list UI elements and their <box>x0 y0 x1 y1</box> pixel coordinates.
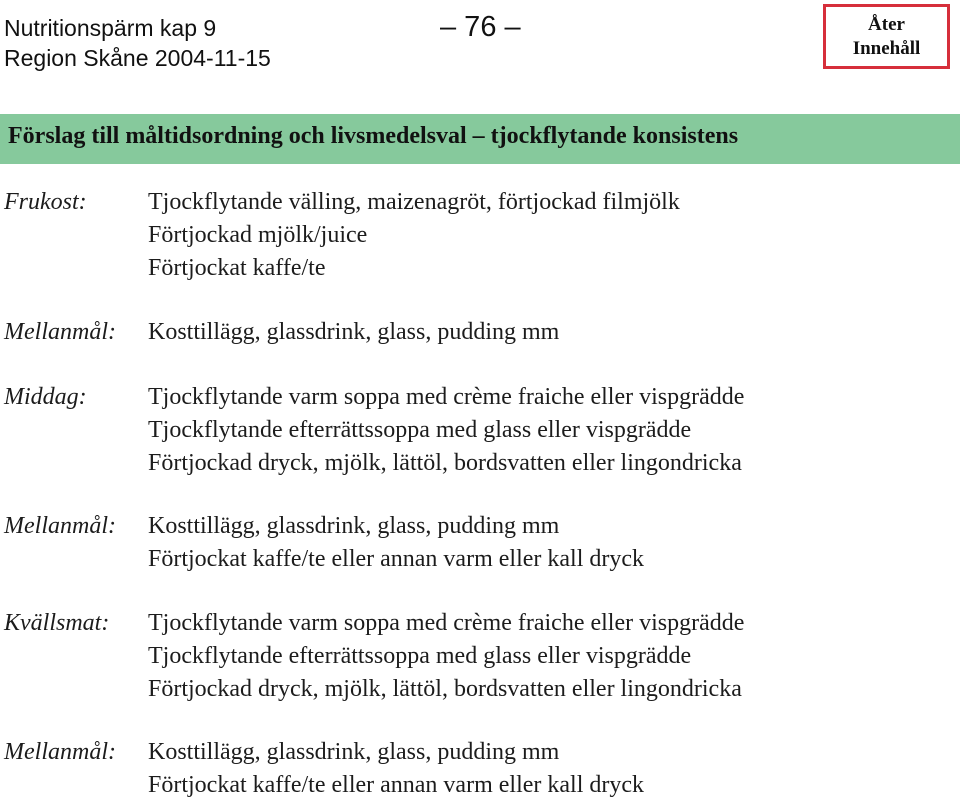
page-number: – 76 – <box>440 11 521 43</box>
meal-label: Middag: <box>4 384 87 410</box>
back-button-label-line1: Åter <box>868 13 905 35</box>
meal-line: Förtjockat kaffe/te eller annan varm eller kall dryck <box>148 546 645 572</box>
meal-label: Mellanmål: <box>4 739 116 765</box>
meal-line: Förtjockat kaffe/te <box>148 255 326 281</box>
meal-line: Förtjockat kaffe/te eller annan varm eller kall dryck <box>148 772 645 798</box>
meal-label: Kvällsmat: <box>4 610 110 636</box>
meal-line: Tjockflytande varm soppa med crème fraiche eller vispgrädde <box>148 610 745 636</box>
meal-line: Förtjockad dryck, mjölk, lättöl, bordsvatten eller lingondricka <box>148 450 742 476</box>
meal-line: Tjockflytande välling, maizenagröt, förtjockad filmjölk <box>148 189 680 215</box>
meal-label: Frukost: <box>4 189 87 215</box>
meal-label: Mellanmål: <box>4 319 116 345</box>
banner-title: Förslag till måltidsordning och livsmedelsval – tjockflytande konsistens <box>8 123 739 149</box>
back-to-contents-button[interactable] <box>823 4 950 69</box>
meal-line: Tjockflytande efterrättssoppa med glass eller vispgrädde <box>148 417 692 443</box>
meal-label: Mellanmål: <box>4 513 116 539</box>
meal-line: Kosttillägg, glassdrink, glass, pudding mm <box>148 319 560 345</box>
meal-line: Förtjockad dryck, mjölk, lättöl, bordsvatten eller lingondricka <box>148 676 742 702</box>
meal-line: Kosttillägg, glassdrink, glass, pudding mm <box>148 513 560 539</box>
document-region-date: Region Skåne 2004-11-15 <box>4 45 271 71</box>
meal-line: Tjockflytande varm soppa med crème fraiche eller vispgrädde <box>148 384 745 410</box>
meal-line: Tjockflytande efterrättssoppa med glass eller vispgrädde <box>148 643 692 669</box>
document-title: Nutritionspärm kap 9 <box>4 15 217 41</box>
back-button-label-line2: Innehåll <box>852 37 921 59</box>
meal-line: Kosttillägg, glassdrink, glass, pudding mm <box>148 739 560 765</box>
meal-line: Förtjockad mjölk/juice <box>148 222 368 248</box>
